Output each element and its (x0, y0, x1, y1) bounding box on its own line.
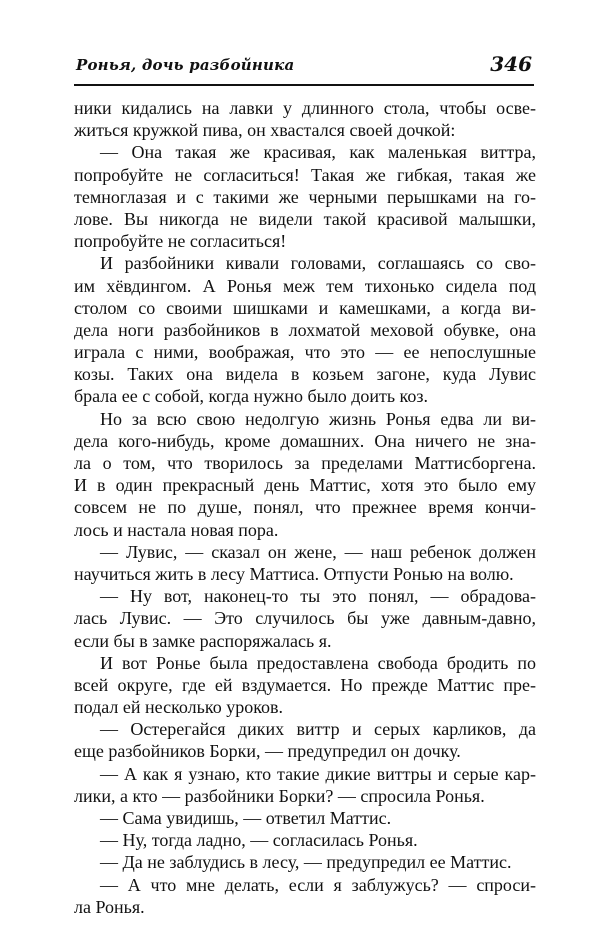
text-line: ники кидались на лавки у длинного стола, чтобы осве- (74, 98, 536, 118)
running-head (74, 52, 534, 82)
text-line: им хёвдингом. А Ронья меж тем тихонько сидела под (74, 275, 536, 296)
text-line: еще разбойников Борки, — предупредил он дочку. (74, 741, 461, 762)
text-line: — Лувис, — сказал он жене, — наш ребенок должен (100, 541, 536, 562)
text-line: ла о том, что творилось за пределами Маттисборгена. (74, 453, 536, 473)
text-line: житься кружкой пива, он хвастался своей дочкой: (74, 120, 456, 141)
text-line: И в один прекрасный день Маттис, хотя это было ему (74, 475, 536, 496)
text-line: — А как я узнаю, кто такие дикие виттры и серые кар- (100, 763, 536, 784)
text-line: попробуйте не согласиться! Такая же гибкая, такая же (74, 164, 536, 185)
text-line: — Да не заблудись в лесу, — предупредил ее Маттис. (100, 852, 512, 873)
page-number: 346 (490, 52, 532, 76)
text-line: — Сама увидишь, — ответил Маттис. (100, 808, 392, 828)
text-line: И разбойники кивали головами, соглашаясь со сво- (100, 253, 536, 274)
text-line: — А что мне делать, если я заблужусь? — спроси- (100, 874, 536, 895)
text-line: если бы в замке распоряжалась я. (74, 630, 332, 651)
text-line: Но за всю свою недолгую жизнь Ронья едва ли ви- (100, 408, 536, 429)
text-line: играла с ними, воображая, что это — ее непослушные (74, 342, 536, 363)
text-line: научиться жить в лесу Маттиса. Отпусти Ронью на волю. (74, 563, 514, 584)
text-line: всей округе, где ей вздумается. Но прежде Маттис пре- (74, 674, 536, 695)
text-line: И вот Ронье была предоставлена свобода бродить по (100, 652, 536, 673)
header-rule (74, 84, 534, 86)
text-line: лась Лувис. — Это случилось бы уже давным-давно, (74, 608, 536, 629)
text-line: — Остерегайся диких виттр и серых карликов, да (100, 719, 536, 740)
text-line: лове. Вы никогда не видели такой красивой малышки, (74, 208, 536, 229)
text-line: дела ноги разбойников в лохматой меховой обувке, она (74, 319, 536, 340)
text-line: козы. Таких она видела в козьем загоне, куда Лувис (74, 364, 536, 385)
text-line: лики, а кто — разбойники Борки? — спросила Ронья. (74, 785, 485, 806)
text-line: — Она такая же красивая, как маленькая виттра, (100, 142, 536, 163)
text-line: — Ну вот, наконец-то ты это понял, — обрадова- (100, 586, 536, 607)
text-line: темноглазая и с такими же черными перышками на го- (74, 186, 536, 207)
body-text (74, 97, 536, 918)
text-line: лось и настала новая пора. (74, 519, 279, 540)
text-line: попробуйте не согласиться! (74, 231, 287, 252)
text-line: ла Ронья. (74, 896, 145, 917)
text-line: дела кого-нибудь, кроме домашних. Она ничего не зна- (74, 430, 536, 451)
text-line: столом со своими шишками и камешками, а когда ви- (74, 297, 536, 318)
text-line: — Ну, тогда ладно, — согласилась Ронья. (100, 830, 418, 851)
text-line: совсем не по душе, понял, что прежнее время кончи- (74, 497, 536, 518)
book-title: Ронья, дочь разбойника (76, 56, 295, 74)
text-line: подал ей несколько уроков. (74, 697, 284, 718)
text-line: брала ее с собой, когда нужно было доить коз. (74, 386, 428, 407)
